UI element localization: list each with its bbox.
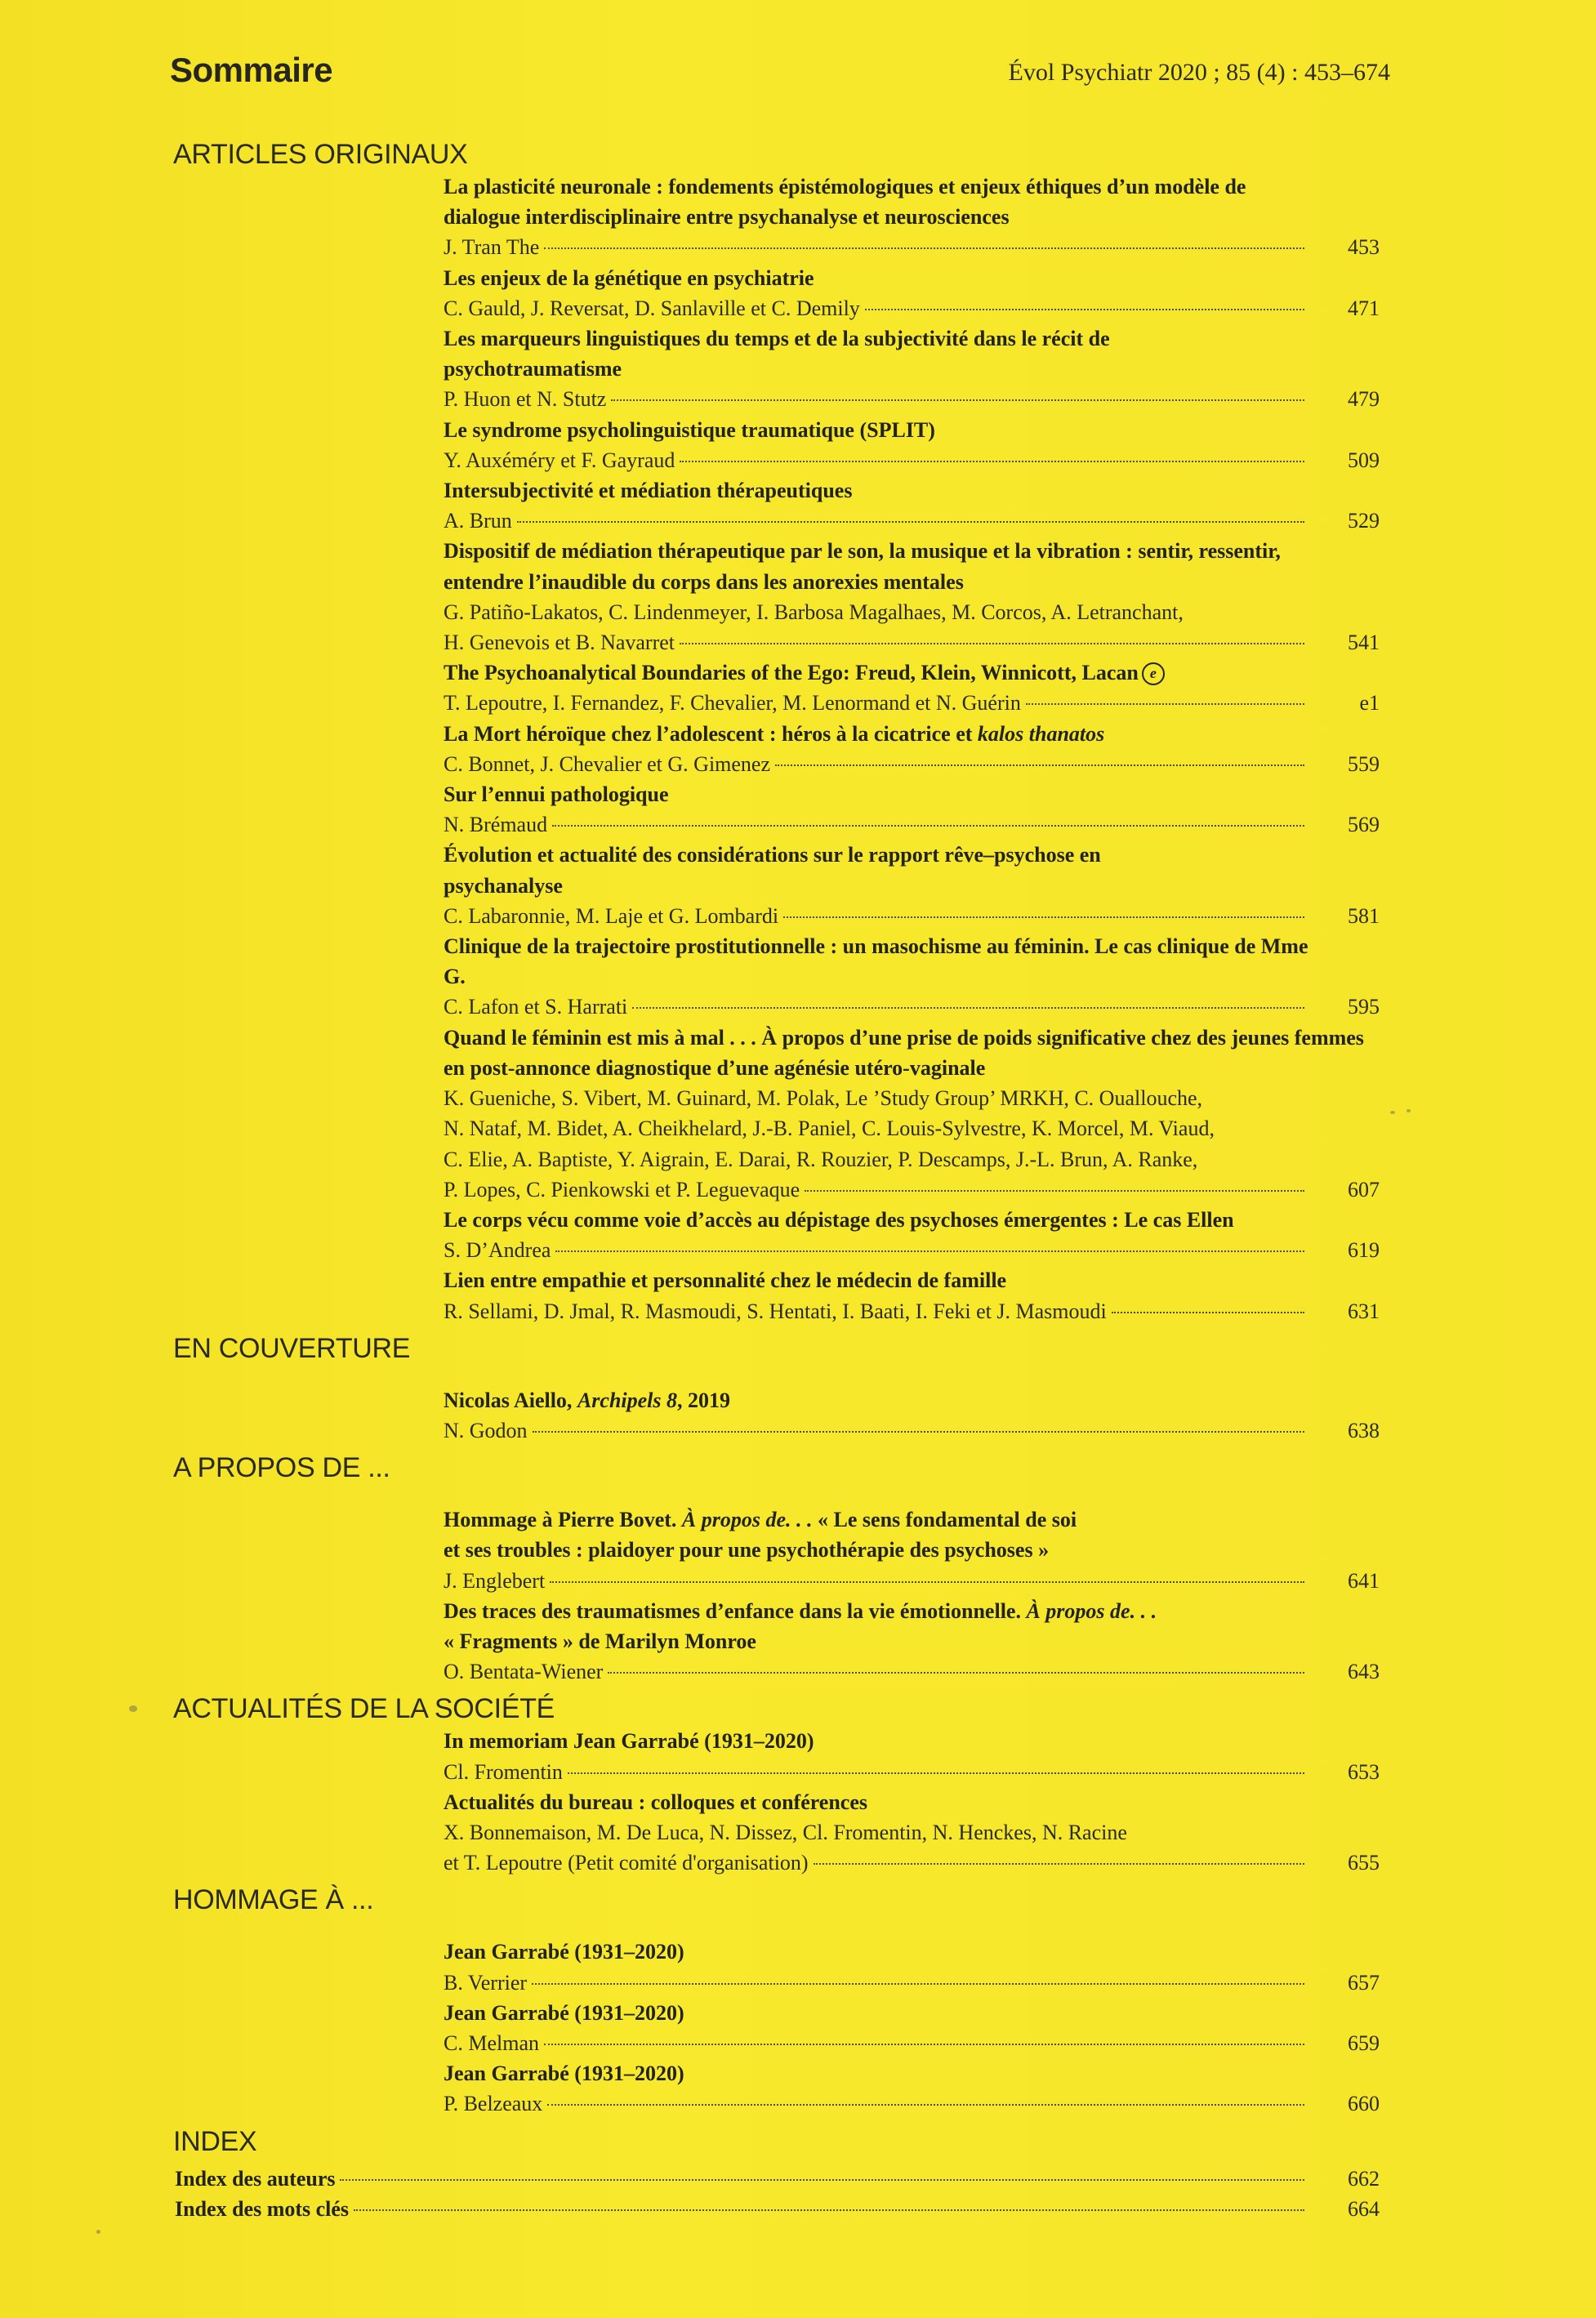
article-title: Évolution et actualité des considérations sur le rapport rêve–psychose en psychanalyse [444,843,1101,898]
leader-dots [680,643,1304,644]
leader-dots [1026,703,1304,705]
article-authors: C. Melman [444,2030,539,2055]
paper-speck [1407,1109,1411,1112]
journal-reference: Évol Psychiatr 2020 ; 85 (4) : 453–674 [1008,59,1390,86]
article-authors: C. Elie, A. Baptiste, Y. Aigrain, E. Darai, R. Rouzier, P. Descamps, J.-L. Brun, A. Ranke, [444,1147,1198,1171]
toc-entry[interactable] [444,415,1380,475]
page-title: Sommaire [170,51,333,89]
leader-dots [550,1581,1304,1583]
article-list [444,1726,1380,1878]
article-title: Clinique de la trajectoire prostitutionnelle : un masochisme au féminin. Le cas clinique de Mme G. [444,934,1308,989]
article-title: Le syndrome psycholinguistique traumatique (SPLIT) [444,417,935,442]
table-of-contents [0,137,1596,2224]
page-number: 471 [1348,296,1380,320]
leader-dots [544,247,1304,249]
author-line [444,1968,1380,1998]
leader-dots [632,1007,1304,1009]
toc-entry[interactable] [444,1385,1380,1446]
author-line [444,1656,1380,1687]
author-line [444,749,1380,779]
toc-entry[interactable] [444,323,1380,415]
leader-dots [532,1983,1304,1985]
page-number: 655 [1348,1851,1380,1875]
page-number: 657 [1348,1970,1380,1995]
toc-entry[interactable] [444,172,1380,263]
page-number: 479 [1348,387,1380,412]
article-title: Le corps vécu comme voie d’accès au dépistage des psychoses émergentes : Le cas Ellen [444,1207,1234,1232]
author-line [444,384,1380,414]
index-list [175,2164,1380,2224]
toc-entry[interactable] [444,1205,1380,1265]
leader-dots [517,521,1304,523]
author-line [444,992,1380,1022]
page-number: 643 [1348,1660,1380,1684]
article-authors: et T. Lepoutre (Petit comité d'organisation) [444,1851,809,1875]
article-title-suffix: , 2019 [677,1388,731,1412]
page-number: 559 [1348,751,1380,776]
article-title: Quand le féminin est mis à mal . . . À propos d’une prise de poids significative chez des jeunes femmes en post-annonce diagnostique d’une agénésie utéro-vaginale [444,1025,1364,1080]
article-authors: H. Genevois et B. Navarret [444,631,675,655]
toc-entry[interactable] [444,1998,1380,2058]
section-heading: A PROPOS DE ... [173,1452,390,1484]
page-number: 653 [1348,1759,1380,1784]
article-title: Sur l’ennui pathologique [444,782,669,807]
page-number: 607 [1348,1177,1380,1201]
author-line [444,809,1380,840]
section-heading: ARTICLES ORIGINAUX [173,139,468,170]
paper-speck [129,1705,137,1712]
page-number: 641 [1348,1568,1380,1593]
author-line [444,1848,1380,1878]
leader-dots [1112,1312,1304,1313]
page-number: 664 [1348,2196,1380,2221]
index-label: Index des auteurs [175,2166,336,2191]
author-line [444,627,1380,658]
toc-entry[interactable] [444,1504,1380,1596]
leader-dots [775,764,1304,766]
author-line [444,688,1380,718]
article-authors: A. Brun [444,509,512,533]
page-number: 619 [1348,1238,1380,1263]
author-line [444,293,1380,323]
leader-dots [814,1863,1304,1865]
article-title: Jean Garrabé (1931–2020) [444,2062,684,2086]
article-title-italic: kalos thanatos [977,721,1105,746]
section-index [0,2124,1596,2224]
toc-entry[interactable] [444,1023,1380,1205]
article-authors: J. Tran The [444,235,540,260]
article-title-text: La Mort héroïque chez l’adolescent : héros à la cicatrice et [444,721,973,746]
leader-dots [608,1672,1304,1674]
author-line [444,1296,1380,1326]
leader-dots [555,1250,1304,1252]
index-label: Index des mots clés [175,2196,350,2221]
leader-dots [354,2209,1304,2211]
article-title: Dispositif de médiation thérapeutique par le son, la musique et la vibration : sentir, ressentir, entendre l’inaudible du corps dans les anorexies mentales [444,539,1281,594]
section-en-couverture [0,1331,1596,1446]
author-line [444,1757,1380,1787]
page-number: 662 [1348,2166,1380,2191]
article-authors: O. Bentata-Wiener [444,1660,604,1684]
article-title-text: « Le sens fondamental de soi [818,1508,1077,1532]
toc-entry[interactable] [444,931,1380,1023]
leader-dots [340,2179,1304,2181]
leader-dots [805,1190,1304,1192]
leader-dots [544,2044,1304,2045]
article-title-text: The Psychoanalytical Boundaries of the Ego: Freud, Klein, Winnicott, Lacan [444,661,1139,685]
article-authors: C. Bonnet, J. Chevalier et G. Gimenez [444,751,771,776]
toc-entry[interactable] [444,840,1380,931]
e-supplement-icon: e [1142,662,1165,685]
author-line [444,901,1380,931]
article-title-italic: À propos de. . . [681,1508,813,1532]
toc-entry[interactable] [444,1596,1380,1687]
index-entry[interactable] [175,2164,1380,2194]
article-authors: Y. Auxéméry et F. Gayraud [444,448,675,472]
article-authors: B. Verrier [444,1970,528,1995]
article-authors: S. D’Andrea [444,1238,551,1263]
article-authors: P. Huon et N. Stutz [444,387,607,412]
article-title: Actualités du bureau : colloques et conférences [444,1790,867,1814]
toc-entry[interactable] [444,2058,1380,2119]
article-list [444,172,1380,1326]
section-articles-originaux [0,137,1596,1326]
article-authors: X. Bonnemaison, M. De Luca, N. Dissez, Cl. Fromentin, N. Henckes, N. Racine [444,1820,1127,1844]
article-title-italic: À propos de. . . [1026,1598,1157,1623]
page-number: 595 [1348,995,1380,1019]
article-title [444,1504,1380,1535]
page-number: 581 [1348,903,1380,928]
toc-entry[interactable] [444,779,1380,840]
article-authors: N. Brémaud [444,813,548,837]
page-number: 529 [1348,509,1380,533]
toc-entry[interactable] [444,475,1380,536]
article-title: « Fragments » de Marilyn Monroe [444,1629,756,1653]
article-list [444,1385,1380,1446]
toc-entry[interactable] [444,1265,1380,1326]
article-authors: T. Lepoutre, I. Fernandez, F. Chevalier, M. Lenormand et N. Guérin [444,691,1021,715]
article-title-text: Des traces des traumatismes d’enfance dans la vie émotionnelle. [444,1598,1021,1623]
author-line [444,1566,1380,1596]
article-title [444,1596,1380,1626]
author-line [444,2028,1380,2058]
toc-entry[interactable] [444,1937,1380,1997]
article-list [444,1504,1380,1687]
leader-dots [533,1431,1304,1433]
paper-speck [1390,1111,1395,1114]
article-title: Lien entre empathie et personnalité chez le médecin de famille [444,1268,1007,1293]
author-line [444,1175,1380,1205]
toc-entry[interactable] [444,719,1380,779]
page-number: 659 [1348,2030,1380,2055]
article-title-text: Nicolas Aiello, [444,1388,573,1412]
article-title [444,1385,1380,1415]
page-number: e1 [1359,691,1380,715]
toc-entry[interactable] [444,536,1380,658]
leader-dots [865,309,1304,310]
leader-dots [547,2104,1304,2106]
author-line [444,2088,1380,2119]
page-number: 660 [1348,2092,1380,2116]
article-title-text: Hommage à Pierre Bovet. [444,1508,677,1532]
leader-dots [680,461,1304,462]
leader-dots [611,399,1304,401]
toc-entry[interactable] [444,658,1380,718]
article-title: Les enjeux de la génétique en psychiatrie [444,265,814,290]
page-number: 541 [1348,631,1380,655]
toc-entry[interactable] [444,1787,1380,1879]
author-line [444,1235,1380,1265]
index-entry[interactable] [175,2194,1380,2224]
section-heading: HOMMAGE À ... [173,1884,374,1916]
leader-dots [568,1772,1304,1774]
author-line [444,445,1380,475]
author-line [444,232,1380,262]
page-number: 631 [1348,1299,1380,1323]
article-authors: J. Englebert [444,1568,546,1593]
author-line [444,1415,1380,1446]
article-authors: C. Labaronnie, M. Laje et G. Lombardi [444,903,779,928]
article-authors: C. Lafon et S. Harrati [444,995,628,1019]
page-number: 569 [1348,813,1380,837]
article-list [444,1937,1380,2119]
article-authors: P. Belzeaux [444,2092,543,2116]
article-authors: Cl. Fromentin [444,1759,563,1784]
section-heading: INDEX [173,2125,257,2157]
article-title: Jean Garrabé (1931–2020) [444,2000,684,2025]
leader-dots [783,916,1304,918]
toc-entry[interactable] [444,1726,1380,1786]
page-number: 453 [1348,235,1380,260]
section-hommage-a [0,1883,1596,2119]
article-title: Jean Garrabé (1931–2020) [444,1940,684,1964]
article-title: et ses troubles : plaidoyer pour une psychothérapie des psychoses » [444,1538,1050,1562]
article-title [444,719,1380,749]
page-number: 509 [1348,448,1380,472]
article-title-italic: Archipels 8 [577,1388,678,1412]
article-title: Intersubjectivité et médiation thérapeutiques [444,479,853,503]
section-heading: ACTUALITÉS DE LA SOCIÉTÉ [173,1693,555,1725]
section-a-propos-de [0,1451,1596,1687]
paper-speck [96,2230,100,2234]
article-authors: N. Nataf, M. Bidet, A. Cheikhelard, J.-B. Paniel, C. Louis-Sylvestre, K. Morcel, M. Viaud, [444,1117,1215,1141]
article-title: La plasticité neuronale : fondements épistémologiques et enjeux éthiques d’un modèle de dialogue interdisciplinaire entre psychanalyse et neurosciences [444,175,1246,230]
article-authors: R. Sellami, D. Jmal, R. Masmoudi, S. Hentati, I. Baati, I. Feki et J. Masmoudi [444,1299,1107,1323]
toc-entry[interactable] [444,263,1380,323]
article-authors: P. Lopes, C. Pienkowski et P. Leguevaque [444,1177,800,1201]
article-title: Les marqueurs linguistiques du temps et de la subjectivité dans le récit de psychotraumatisme [444,327,1110,381]
article-authors: G. Patiño-Lakatos, C. Lindenmeyer, I. Barbosa Magalhaes, M. Corcos, A. Letranchant, [444,600,1184,624]
author-line [444,506,1380,536]
article-authors: C. Gauld, J. Reversat, D. Sanlaville et C. Demily [444,296,860,320]
page-number: 638 [1348,1418,1380,1442]
article-title: In memoriam Jean Garrabé (1931–2020) [444,1729,814,1754]
article-authors: K. Gueniche, S. Vibert, M. Guinard, M. Polak, Le ’Study Group’ MRKH, C. Ouallouche, [444,1086,1203,1111]
section-heading: EN COUVERTURE [173,1332,411,1364]
article-authors: N. Godon [444,1418,528,1442]
leader-dots [552,825,1304,827]
section-actualites-societe [0,1692,1596,1878]
article-title [444,658,1380,688]
